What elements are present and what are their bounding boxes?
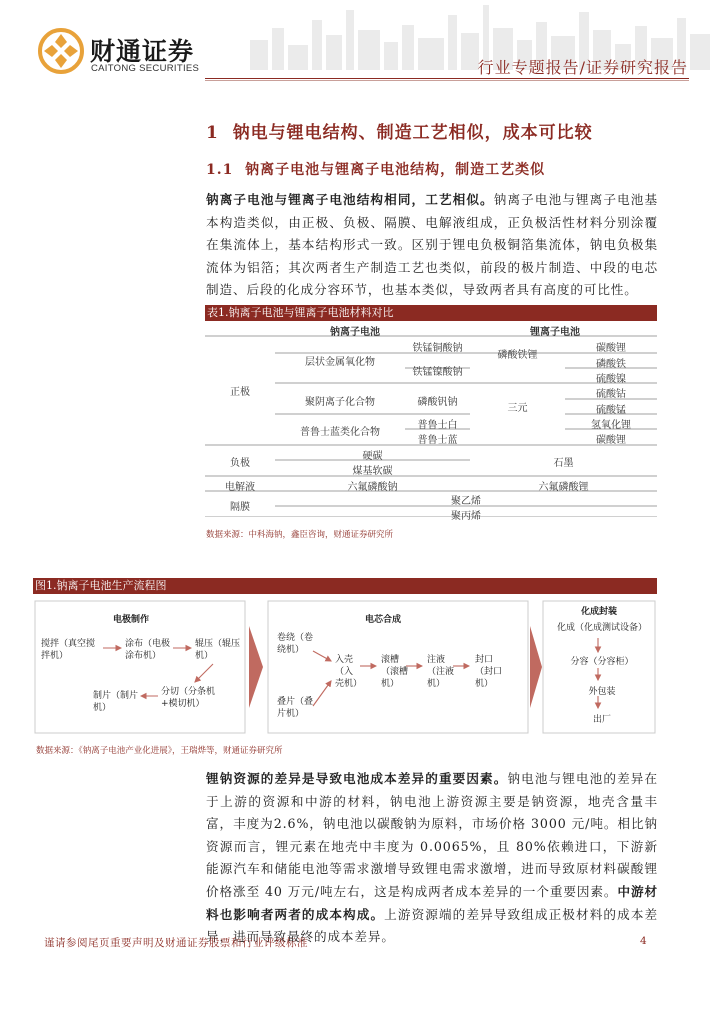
cost-paragraph bbox=[206, 768, 658, 949]
step-shipping: 出厂 bbox=[592, 715, 611, 725]
na-anode-1: 硬碳 bbox=[362, 451, 383, 462]
li-ternary: 三元 bbox=[507, 403, 528, 414]
step-slitting: 分切（分条机+模切机） bbox=[161, 687, 216, 709]
step-sheeting: 制片（制片机） bbox=[93, 691, 139, 713]
li-mat-7: 碳酸锂 bbox=[596, 435, 626, 446]
row-separator: 隔膜 bbox=[230, 502, 250, 513]
step-casing: 入壳（入壳机） bbox=[335, 655, 363, 689]
row-electrolyte: 电解液 bbox=[225, 482, 255, 493]
brand-name-cn: 财通证券 bbox=[90, 37, 195, 66]
na-layered: 层状金属氧化物 bbox=[305, 357, 375, 368]
cost-bold-2: 中游材料也影响者两者的成本构成。 bbox=[206, 883, 658, 922]
step-grooving: 滚槽（滚槽机） bbox=[381, 655, 409, 689]
step-filling: 注液（注液机） bbox=[427, 655, 455, 689]
na-pb-2: 普鲁士蓝 bbox=[417, 435, 458, 446]
na-pb-1: 普鲁士白 bbox=[417, 420, 458, 431]
section-number: 1 bbox=[206, 123, 219, 143]
table-caption: 表1.钠离子电池与锂离子电池材料对比 bbox=[205, 305, 657, 321]
brand-name-en: CAITONG SECURITIES bbox=[91, 63, 200, 74]
li-electrolyte: 六氟磷酸锂 bbox=[538, 482, 589, 493]
step-stacking: 叠片（叠片机） bbox=[277, 697, 314, 719]
sep-2: 聚丙烯 bbox=[451, 511, 481, 522]
li-lfp: 磷酸铁锂 bbox=[497, 350, 538, 361]
col-header-li: 锂离子电池 bbox=[530, 327, 580, 338]
step-sealing: 封口（封口机） bbox=[475, 655, 503, 689]
header-divider bbox=[205, 78, 689, 79]
step-grading: 分容（分容柜） bbox=[570, 657, 634, 667]
section-title: 钠电与锂电结构、制造工艺相似，成本可比较 bbox=[232, 123, 593, 143]
li-mat-2: 磷酸铁 bbox=[596, 359, 626, 370]
li-mat-5: 硫酸锰 bbox=[596, 405, 626, 416]
sep-1: 聚乙烯 bbox=[451, 496, 481, 507]
na-electrolyte: 六氟磷酸钠 bbox=[347, 482, 398, 493]
step-formation: 化成（化成测试设备） bbox=[556, 623, 647, 633]
na-layered-2: 铁锰镍酸钠 bbox=[412, 367, 463, 378]
li-mat-6: 氢氧化锂 bbox=[591, 420, 631, 431]
row-anode: 负极 bbox=[230, 458, 250, 469]
step-winding: 卷绕（卷绕机） bbox=[277, 633, 314, 655]
na-poly: 聚阴离子化合物 bbox=[305, 397, 375, 408]
figure-source: 数据来源：《钠离子电池产业化进展》，王瑞烨等，财通证券研究所 bbox=[36, 746, 283, 756]
intro-paragraph bbox=[206, 189, 658, 302]
caitong-logo-icon bbox=[38, 28, 84, 74]
na-layered-1: 铁锰铜酸钠 bbox=[412, 343, 463, 354]
li-mat-1: 碳酸锂 bbox=[596, 343, 626, 354]
na-anode-2: 煤基软碳 bbox=[352, 466, 393, 477]
panel-formation-title: 化成封装 bbox=[581, 607, 618, 617]
na-poly-1: 磷酸钒钠 bbox=[417, 397, 458, 408]
li-anode: 石墨 bbox=[553, 458, 574, 469]
intro-lead: 钠离子电池与锂离子电池结构相同，工艺相似。 bbox=[206, 192, 494, 207]
subsection-title: 钠离子电池与锂离子电池结构，制造工艺类似 bbox=[245, 162, 546, 178]
intro-body: 钠离子电池与锂离子电池基本构造类似，由正极、负极、隔膜、电解液组成，正负极活性材料分别涂覆在集流体上，基本结构形式一致。区别于锂电负极铜箔集流体，钠电负极集流体为铝箔；其次两者生产制造工艺也类似，前段的极片制造、中段的电芯制造、后段的化成分容环节，也基本类似，导致两者具有高度的可比性。 bbox=[206, 192, 658, 298]
production-flow-diagram bbox=[33, 596, 657, 738]
panel-cell-title: 电芯合成 bbox=[365, 615, 402, 625]
cost-lead: 锂钠资源的差异是导致电池成本差异的重要因素。 bbox=[206, 771, 508, 786]
disclaimer-note: 谨请参阅尾页重要声明及财通证券股票和行业评级标准 bbox=[44, 937, 308, 949]
row-cathode: 正极 bbox=[230, 387, 250, 398]
table-cells bbox=[205, 321, 657, 522]
step-packaging: 外包装 bbox=[588, 687, 616, 697]
na-pb: 普鲁士蓝类化合物 bbox=[300, 427, 380, 438]
page-number: 4 bbox=[640, 935, 647, 947]
cost-body-2: 上游资源端的差异导致组成正极材料的成本差异，进而导致最终的成本差异。 bbox=[206, 906, 659, 945]
step-rolling: 辊压（辊压机） bbox=[195, 639, 241, 661]
cost-body-1: 钠电池与锂电池的差异在于上游的资源和中游的材料，钠电池上游资源主要是钠资源，地壳含量丰富，丰度为2.6%，钠电池以碳酸钠为原料，市场价格 3000 元/吨。相比钠资源而言，锂元素在地壳中丰度为 0.0065%，且 80%依赖进口，下游新能源汽车和储能电池等需求激增导致锂电需求激增，进而导致原材料碳酸锂价格涨至 40 万元/吨左右，这是构成两者成本差异的一个重要因素。 bbox=[206, 771, 658, 899]
li-mat-4: 硫酸钴 bbox=[596, 389, 626, 400]
report-type: 行业专题报告/证券研究报告 bbox=[477, 58, 688, 77]
step-coating: 涂布（电极涂布机） bbox=[125, 639, 171, 661]
header-divider-thin bbox=[205, 80, 689, 81]
figure-caption: 图1.钠离子电池生产流程图 bbox=[33, 578, 657, 594]
table-source: 数据来源：中科海钠，鑫臣咨询，财通证券研究所 bbox=[206, 530, 394, 540]
panel-electrode-title: 电极制作 bbox=[113, 615, 150, 625]
subsection-heading bbox=[206, 159, 545, 179]
subsection-number: 1.1 bbox=[206, 162, 234, 178]
li-mat-3: 硫酸镍 bbox=[596, 374, 626, 385]
col-header-na: 钠离子电池 bbox=[330, 327, 380, 338]
step-mixing: 搅拌（真空搅拌机） bbox=[41, 639, 96, 661]
section-heading bbox=[206, 118, 593, 143]
page-header bbox=[0, 0, 724, 82]
